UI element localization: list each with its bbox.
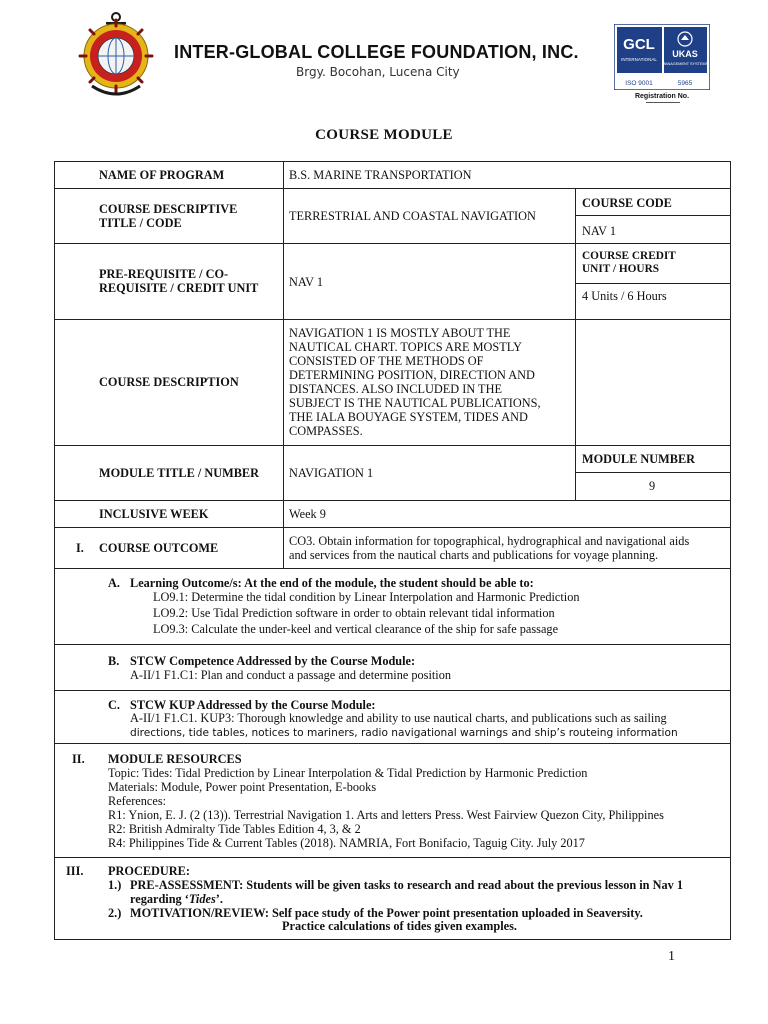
module-resources-heading: MODULE RESOURCES <box>108 752 242 766</box>
course-title-label-line2: TITLE / CODE <box>99 216 182 230</box>
resources-line: R1: Ynion, E. J. (2 (13)). Terrestrial Navigation 1. Arts and letters Press. West Fairview Quezon City, Philippines <box>108 808 664 822</box>
page-number: 1 <box>668 949 675 964</box>
stcw-kup-marker: C. <box>108 698 120 712</box>
prereq-label-line1: PRE-REQUISITE / CO- <box>99 267 229 281</box>
resources-line: Materials: Module, Power point Presentation, E-books <box>108 780 377 794</box>
registration-number-cutoff <box>646 102 680 105</box>
description-line: COMPASSES. <box>289 424 363 438</box>
credit-label-line1: COURSE CREDIT <box>582 250 676 262</box>
registration-label: Registration No. <box>634 93 690 100</box>
course-code-value: NAV 1 <box>582 224 617 238</box>
course-outcome-label: COURSE OUTCOME <box>99 541 219 555</box>
learning-outcome-heading: Learning Outcome/s: At the end of the module, the student should be able to: <box>130 576 534 590</box>
stcw-competence-marker: B. <box>108 654 120 668</box>
resources-line: Topic: Tides: Tidal Prediction by Linear Interpolation & Tidal Prediction by Harmonic Prediction <box>108 766 588 780</box>
inclusive-week-value: Week 9 <box>289 507 326 521</box>
inclusive-week-label: INCLUSIVE WEEK <box>99 507 209 521</box>
module-value: NAVIGATION 1 <box>289 466 374 480</box>
course-outcome-line1: CO3. Obtain information for topographical, hydrographical and navigational aids <box>289 534 690 548</box>
resources-line: References: <box>108 794 167 808</box>
prereq-value: NAV 1 <box>289 275 324 289</box>
ukas-text: UKAS <box>672 49 698 59</box>
description-line: NAUTICAL CHART. TOPICS ARE MOSTLY <box>289 340 522 354</box>
course-title-value: TERRESTRIAL AND COASTAL NAVIGATION <box>289 209 536 223</box>
description-label: COURSE DESCRIPTION <box>99 375 239 389</box>
learning-outcome-marker: A. <box>108 576 120 590</box>
learning-outcome-item: LO9.3: Calculate the under-keel and vertical clearance of the ship for safe passage <box>153 622 559 636</box>
college-address: Brgy. Bocohan, Lucena City <box>296 65 460 79</box>
college-seal-logo-icon <box>78 10 154 96</box>
stcw-competence-line: A-II/1 F1.C1: Plan and conduct a passage and determine position <box>130 668 452 682</box>
description-line: THE IALA BOUYAGE SYSTEM, TIDES AND <box>289 410 528 424</box>
procedure-step2-line2: Practice calculations of tides given examples. <box>282 919 517 933</box>
procedure-step1-line1: PRE-ASSESSMENT: Students will be given tasks to research and read about the previous lesson in Nav 1 <box>130 878 683 892</box>
description-line: DISTANCES. ALSO INCLUDED IN THE <box>289 382 502 396</box>
course-title-label-line1: COURSE DESCRIPTIVE <box>99 202 238 216</box>
course-code-label: COURSE CODE <box>582 196 672 210</box>
iso-text: ISO 9001 <box>625 80 653 87</box>
program-value: B.S. MARINE TRANSPORTATION <box>289 168 472 182</box>
description-line: SUBJECT IS THE NAUTICAL PUBLICATIONS, <box>289 396 541 410</box>
cert-code-text: 5965 <box>677 80 693 87</box>
stcw-kup-line2: directions, tide tables, notices to mariners, radio navigational warnings and ship’s routeing information <box>130 727 678 739</box>
document-title: COURSE MODULE <box>315 127 453 143</box>
resources-line: R2: British Admiralty Tide Tables Edition 4, 3, & 2 <box>108 822 361 836</box>
procedure-step2-number: 2.) <box>108 906 122 920</box>
description-line: NAVIGATION 1 IS MOSTLY ABOUT THE <box>289 326 511 340</box>
stcw-kup-line1: A-II/1 F1.C1. KUP3: Thorough knowledge and ability to use nautical charts, and publications such as sailing <box>130 711 667 725</box>
module-number-value: 9 <box>649 479 656 493</box>
stcw-competence-heading: STCW Competence Addressed by the Course Module: <box>130 654 416 668</box>
gcl-text: GCL <box>623 36 655 53</box>
description-line: DETERMINING POSITION, DIRECTION AND <box>289 368 535 382</box>
module-resources-numeral: II. <box>72 752 85 766</box>
program-label: NAME OF PROGRAM <box>99 168 225 182</box>
stcw-kup-heading: STCW KUP Addressed by the Course Module: <box>130 698 376 712</box>
procedure-heading: PROCEDURE: <box>108 864 190 878</box>
gcl-ukas-certification-badge-icon <box>614 24 710 90</box>
letterhead <box>0 0 768 110</box>
module-number-label: MODULE NUMBER <box>582 452 696 466</box>
procedure-step1-line2: regarding ‘Tides’. <box>130 892 223 906</box>
college-name: INTER-GLOBAL COLLEGE FOUNDATION, INC. <box>174 42 579 62</box>
procedure-step1-number: 1.) <box>108 878 122 892</box>
credit-label-line2: UNIT / HOURS <box>582 263 660 275</box>
course-outcome-numeral: I. <box>76 541 84 555</box>
module-label: MODULE TITLE / NUMBER <box>99 466 259 480</box>
description-line: CONSISTED OF THE METHODS OF <box>289 354 484 368</box>
resources-line: R4: Philippines Tide & Current Tables (2018). NAMRIA, Fort Bonifacio, Taguig City. July 2017 <box>108 836 585 850</box>
credit-value: 4 Units / 6 Hours <box>582 289 667 303</box>
ukas-subtext: MANAGEMENT SYSTEMS <box>661 62 709 66</box>
gcl-subtext: INTERNATIONAL <box>621 57 657 62</box>
course-outcome-line2: and services from the nautical charts and publications for voyage planning. <box>289 548 659 562</box>
learning-outcome-item: LO9.1: Determine the tidal condition by Linear Interpolation and Harmonic Prediction <box>153 590 580 604</box>
procedure-numeral: III. <box>66 864 84 878</box>
prereq-label-line2: REQUISITE / CREDIT UNIT <box>99 281 259 295</box>
learning-outcome-item: LO9.2: Use Tidal Prediction software in order to obtain relevant tidal information <box>153 606 555 620</box>
procedure-step2-line1: MOTIVATION/REVIEW: Self pace study of the Power point presentation uploaded in Seaversity. <box>130 906 643 920</box>
